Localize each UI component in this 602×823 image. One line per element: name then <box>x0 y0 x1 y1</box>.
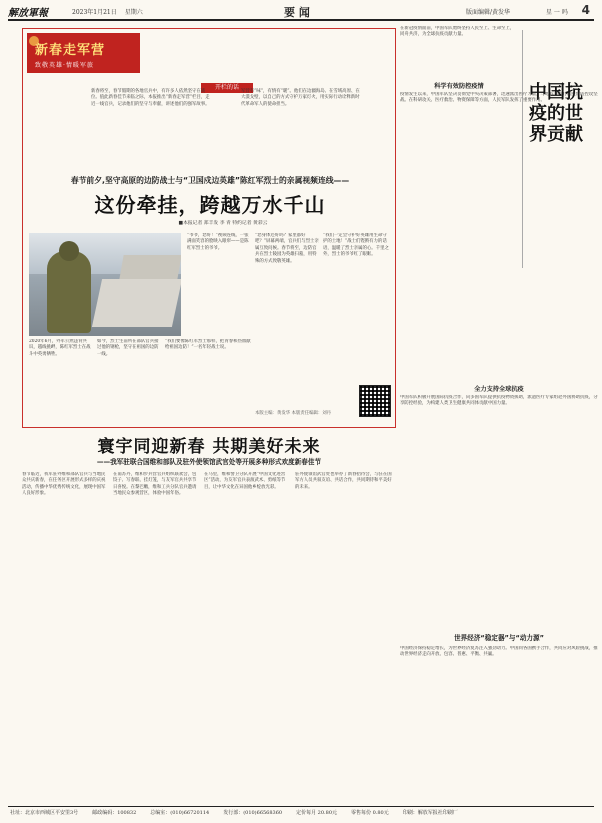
page-editor: 版面编辑/黄发华 <box>466 9 511 16</box>
qr-code[interactable] <box>359 385 391 417</box>
article-kicker: 春节前夕,坚守高原的边防战士与“卫国戍边英雄”陈红军烈士的亲属视频连线—— <box>70 176 350 185</box>
bottom-article-col: 驻外使领馆武官处也举办了新春招待会，与驻在国军方人员共叙友谊、共话合作，共同期待和平美好的未来。 <box>295 472 392 490</box>
soldier-figure <box>47 251 91 333</box>
bottom-article-col: 在马里，维和警卫分队开展“中国文化进营区”活动，为友军官兵表演武术、剪纸等节目，让中华文化在异国他乡绽放光彩。 <box>204 472 286 490</box>
version-label: 星 一 吗 <box>546 9 568 16</box>
intro-text-2: 军营有“味”，有情有“暖”。他们在边疆海岛、在雪域高原、在大漠戈壁，以自己的方式守护万家灯火，用实际行动诠释新时代革命军人的使命担当。 <box>241 89 360 107</box>
footer-phone: 总编室：(010)66720114 <box>150 810 210 816</box>
article-byline: ■本报记者 郑丰发 李 青 特约记者 黄彩云 <box>178 221 268 226</box>
footer-zip: 邮政编码：100832 <box>92 810 137 816</box>
issue-date: 2023年1月21日 <box>72 8 117 16</box>
banner-subtitle: 致敬英雄·情暖军旅 <box>35 62 94 69</box>
article-text-col: 如今，烈士生前所在部队官兵接过他的钢枪，坚守在祖国的边防一线。 <box>97 339 159 357</box>
footer-phone: 发行部：(010)66568360 <box>223 810 283 816</box>
banner-title: 新春走军营 <box>35 43 106 58</box>
article-text-col: “爷爷，您好！”视频连线，一张满面笑容的脸映入眼帘——是陈红军烈士的爷爷。 <box>187 233 249 251</box>
bottom-article-subtitle: ——我军驻联合国维和部队及驻外使领馆武官处等开展多种形式欢度新春佳节 <box>96 458 322 466</box>
article-text-col: “我们要像陈红军烈士那样，把青春和热血献给祖国边防！”一名年轻战士说。 <box>165 339 251 351</box>
weekday: 星期六 <box>124 8 143 16</box>
footer-address: 社址：北京市西城区平安里3号 <box>10 810 79 816</box>
footer-retail: 零售每份 0.80元 <box>351 810 389 816</box>
header-rule <box>8 19 594 21</box>
vertical-title: 中国抗疫的世界贡献 <box>529 82 583 145</box>
soldier-photo <box>29 233 181 336</box>
article-text-col: 2020年6月，外军公然违背共识，越线挑衅，陈红军烈士在战斗中英勇牺牲。 <box>29 339 91 357</box>
column-intro <box>91 85 361 159</box>
right-body-text: 中国军队积极开展国际抗疫合作，向多国军队提供抗疫物资援助，派遣医疗专家组赴外国协助抗疫，分享防控经验，为构建人类卫生健康共同体贡献中国力量。 <box>400 395 598 407</box>
right-intro-text: 在新冠疫情面前，中国军队始终坚持人民至上、生命至上，同舟共济，为全球抗疫贡献力量。 <box>400 26 515 38</box>
bottom-article-col: 在南苏丹，维和步兵营官兵组织联欢会，包饺子、写春联、挂灯笼，与友军官兵共享节日喜悦。在黎巴嫩，维和工兵分队官兵邀请当地民众参观营区，体验中国年俗。 <box>113 472 197 496</box>
column-banner <box>27 33 140 73</box>
bottom-article-title: 寰宇同迎新春 共期美好未来 <box>97 437 321 457</box>
footer-printer: 印刷：解放军报社印刷厂 <box>402 810 458 816</box>
right-body-text: 疫情发生以来，中国军队坚决贯彻党中央决策部署，迅速派出医疗力量，与地方共同打赢疫情防控攻坚战。在科研攻关、医疗救治、物资保障等方面，人民军队发挥了重要作用。 <box>400 92 598 104</box>
right-subhead: 全力支持全球抗疫 <box>474 386 524 393</box>
page-header <box>8 4 594 18</box>
bottom-article-col: 春节临近，我军驻外维和部队官兵与当地民众共庆新春，在任务区开展形式多样的庆祝活动，传播中华优秀传统文化，展现中国军人良好形象。 <box>22 472 106 496</box>
article-text-col: “您身体还好吗？家里都好吧？”屏幕两端，官兵们与烈士亲属互致问候。春节将至，边防官兵在烈士陵园为英雄扫墓，用特殊的方式致敬英雄。 <box>255 233 319 264</box>
feature-box <box>22 28 396 428</box>
page-footer <box>8 806 594 818</box>
page-number: 4 <box>581 3 590 17</box>
masthead: 解放軍報 <box>8 7 48 19</box>
intro-badge: 开栏的话 <box>201 83 253 93</box>
right-body-text: 中国经济保持稳定增长，为世界经济复苏注入强劲动力。中国同各国携手合作，共同应对风险挑战，推动世界经济走向开放、包容、普惠、平衡、共赢。 <box>400 646 598 658</box>
section-name: 要 闻 <box>284 6 310 19</box>
right-subhead: 世界经济“稳定器”与“动力源” <box>454 634 544 642</box>
footer-price: 定价每月 20.80元 <box>296 810 337 816</box>
article-text-col: “我们一定会守护好英雄用生命守护的土地！”战士们铿锵有力的话语，温暖了烈士亲属的心。千里之外，烈士的爷爷红了眼眶。 <box>323 233 389 258</box>
article-headline: 这份牵挂，跨越万水千山 <box>94 193 326 217</box>
editor-note: 本版主编：黄发华 本版责任编辑：刘丹 <box>255 411 332 416</box>
intro-text-1: 新春将至，春节假期的各地官兵中，有许多人依然坚守在战位。值此新春佳节来临之际，本报推出“新春走军营”栏目，走近一线官兵，记录他们的坚守与奉献，讲述他们的强军故事。 <box>91 89 210 107</box>
right-subhead: 科学有效防控疫情 <box>434 83 484 90</box>
